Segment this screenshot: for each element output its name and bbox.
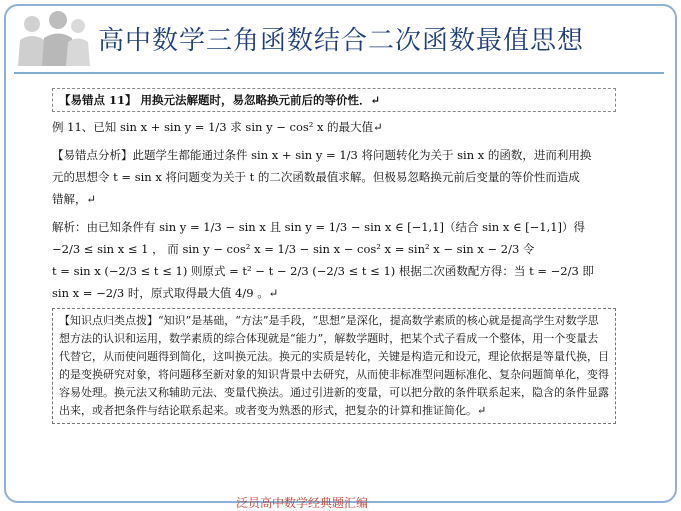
footer-caption: 泛员高中数学经典题汇编 [236, 496, 369, 510]
business-people-icon [12, 8, 94, 66]
solution-line-1: 解析：由已知条件有 sin y = 1/3 − sin x 且 sin y = 1/3 − sin x ∈ [−1,1]（结合 sin x ∈ [−1,1]）得 [52, 220, 586, 234]
header-banner [6, 6, 675, 68]
example-line: 例 11、已知 sin x + sin y = 1/3 求 sin y − cos² x 的最大值↵ [52, 120, 383, 134]
solution-line-3: t = sin x (−2/3 ≤ t ≤ 1) 则原式 = t² − t − 2/3 (−2/3 ≤ t ≤ 1) 根据二次函数配方得：当 t = −2/3 即 [52, 264, 594, 278]
document-content [52, 88, 616, 424]
pitfall-text: 【易错点 11】 用换元法解题时，易忽略换元前后的等价性．↵ [59, 93, 381, 107]
analysis-line-2: 元的思想令 t = sin x 将问题变为关于 t 的二次函数最值求解。但极易忽略换元前后变量的等价性而造成 [52, 170, 580, 184]
knowledge-point-box [52, 308, 616, 424]
title-underline [14, 72, 664, 74]
solution-line-4: sin x = −2/3 时，原式取得最大值 4/9 。↵ [52, 286, 279, 300]
knowledge-point-text: 【知识点归类点拨】“知识”是基础，“方法”是手段，“思想”是深化，提高数学素质的核心就是提高学生对数学思想方法的认识和运用，数学素质的综合体现就是“能力”，解数学题时，把某个式子看成一个整体，用一个变量去代替它，从而使问题得到简化，这叫换元法。换元的实质是转化，关键是构造元和设元，理论依据是等量代换，目的是变换研究对象，将问题移至新对象的知识背景中去研究，从而使非标准型问题标准化、复杂问题简单化，变得容易处理。换元法又称辅助元法、变量代换法。通过引进新的变量，可以把分散的条件联系起来，隐含的条件显露出来，或者把条件与结论联系起来。或者变为熟悉的形式，把复杂的计算和推证简化。↵ [59, 314, 609, 417]
analysis-line-1: 【易错点分析】此题学生都能通过条件 sin x + sin y = 1/3 将问题转化为关于 sin x 的函数，进而利用换 [52, 148, 592, 162]
solution-line-2: −2/3 ≤ sin x ≤ 1 ， 而 sin y − cos² x = 1/3 − sin x − cos² x = sin² x − sin x − 2/3 令 [52, 242, 535, 256]
page-title: 高中数学三角函数结合二次函数最值思想 [98, 26, 585, 56]
pitfall-box [52, 88, 616, 112]
analysis-line-3: 错解，↵ [52, 192, 97, 206]
